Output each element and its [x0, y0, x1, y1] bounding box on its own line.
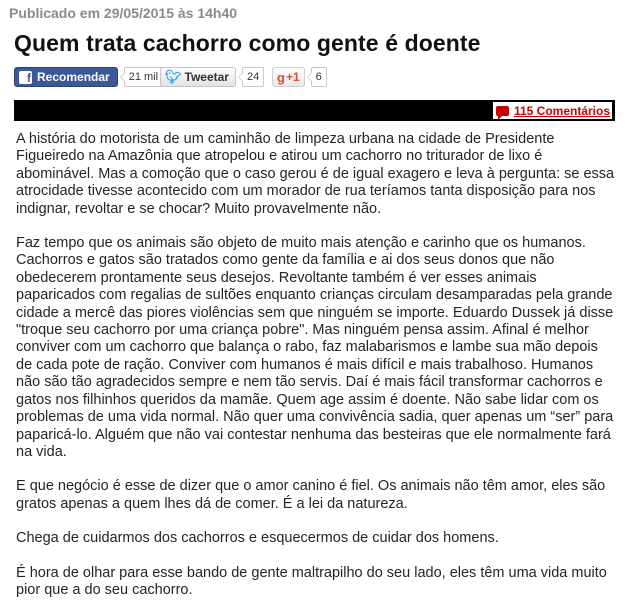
facebook-share — [14, 66, 163, 88]
twitter-tweet-button[interactable] — [160, 67, 236, 87]
article-paragraph: Faz tempo que os animais são objeto de muito mais atenção e carinho que os humanos. Cachorros e gatos são tratados como gente da família e ai dos seus donos que não obedecerem prontamente seus desejos. Revoltante também é ver esses animais paparicados com regalias de sultões enquanto crianças circulam desamparadas pela grande cidade a mercê das piores violências sem que ninguém se importe. Eduardo Dussek já disse "troque seu cachorro por uma criança pobre". Mas ninguém pensa assim. Afinal é melhor conviver com um cachorro que balança o rabo, faz malabarismos e lambe sua mão depois de cada pote de ração. Conviver com humanos é mais difícil e mais trabalhoso. Humanos não são tão agradecidos sempre e nem tão servis. Daí é mais fácil transformar cachorros e gatos nos filhinhos queridos da mamãe. Quem age assim é doente. Não sabe lidar com os problemas de uma vida normal. Não quer uma convivência sadia, quer apenas um “ser” para paparicá-lo. Alguém que não vai contestar nenhuma das besteiras que ele normalmente fará na vida. — [16, 235, 614, 460]
googleplus-label: +1 — [285, 70, 300, 84]
article-paragraph: E que negócio é esse de dizer que o amor canino é fiel. Os animais não têm amor, eles são gratos apenas a quem lhes dá de comer. É a lei da natureza. — [16, 478, 606, 512]
comments-link[interactable] — [493, 102, 612, 119]
googleplus-share — [272, 66, 327, 88]
article-body — [16, 131, 616, 616]
comments-bar — [14, 100, 615, 121]
google-plus-icon: g — [277, 69, 285, 85]
googleplus-button[interactable] — [272, 67, 305, 87]
facebook-icon: f — [19, 71, 32, 84]
googleplus-count: 6 — [311, 67, 327, 87]
comment-bubble-icon — [496, 106, 509, 116]
article-paragraph: A história do motorista de um caminhão de limpeza urbana na cidade de Presidente Figueiredo na Amazônia que atropelou e atirou um cachorro no triturador de lixo é abominável. Mas a comoção que o caso gerou é de igual exagero e leva à pergunta: se essa atrocidade tivesse acontecido com um morador de rua teríamos tanta disposição para nos indignar, revoltar e se chocar? Muito provavelmente não. — [16, 131, 615, 217]
facebook-count: 21 mil — [124, 67, 163, 87]
comments-count-label[interactable]: 115 Comentários — [513, 103, 610, 118]
twitter-tweet-label: Tweetar — [184, 70, 229, 84]
article-paragraph: É hora de olhar para esse bando de gente maltrapilho do seu lado, eles têm uma vida muito pior que a do seu cachorro. — [16, 564, 607, 598]
article-paragraph: Chega de cuidarmos dos cachorros e esquecermos de cuidar dos homens. — [16, 530, 499, 547]
twitter-bird-icon: 🐦︎ — [165, 69, 182, 84]
publish-date: Publicado em 29/05/2015 às 14h40 — [9, 5, 238, 21]
twitter-count: 24 — [242, 67, 264, 87]
twitter-share — [160, 66, 264, 88]
facebook-recommend-label: Recomendar — [37, 70, 110, 84]
page-title: Quem trata cachorro como gente é doente — [14, 30, 481, 56]
facebook-recommend-button[interactable] — [14, 67, 118, 87]
